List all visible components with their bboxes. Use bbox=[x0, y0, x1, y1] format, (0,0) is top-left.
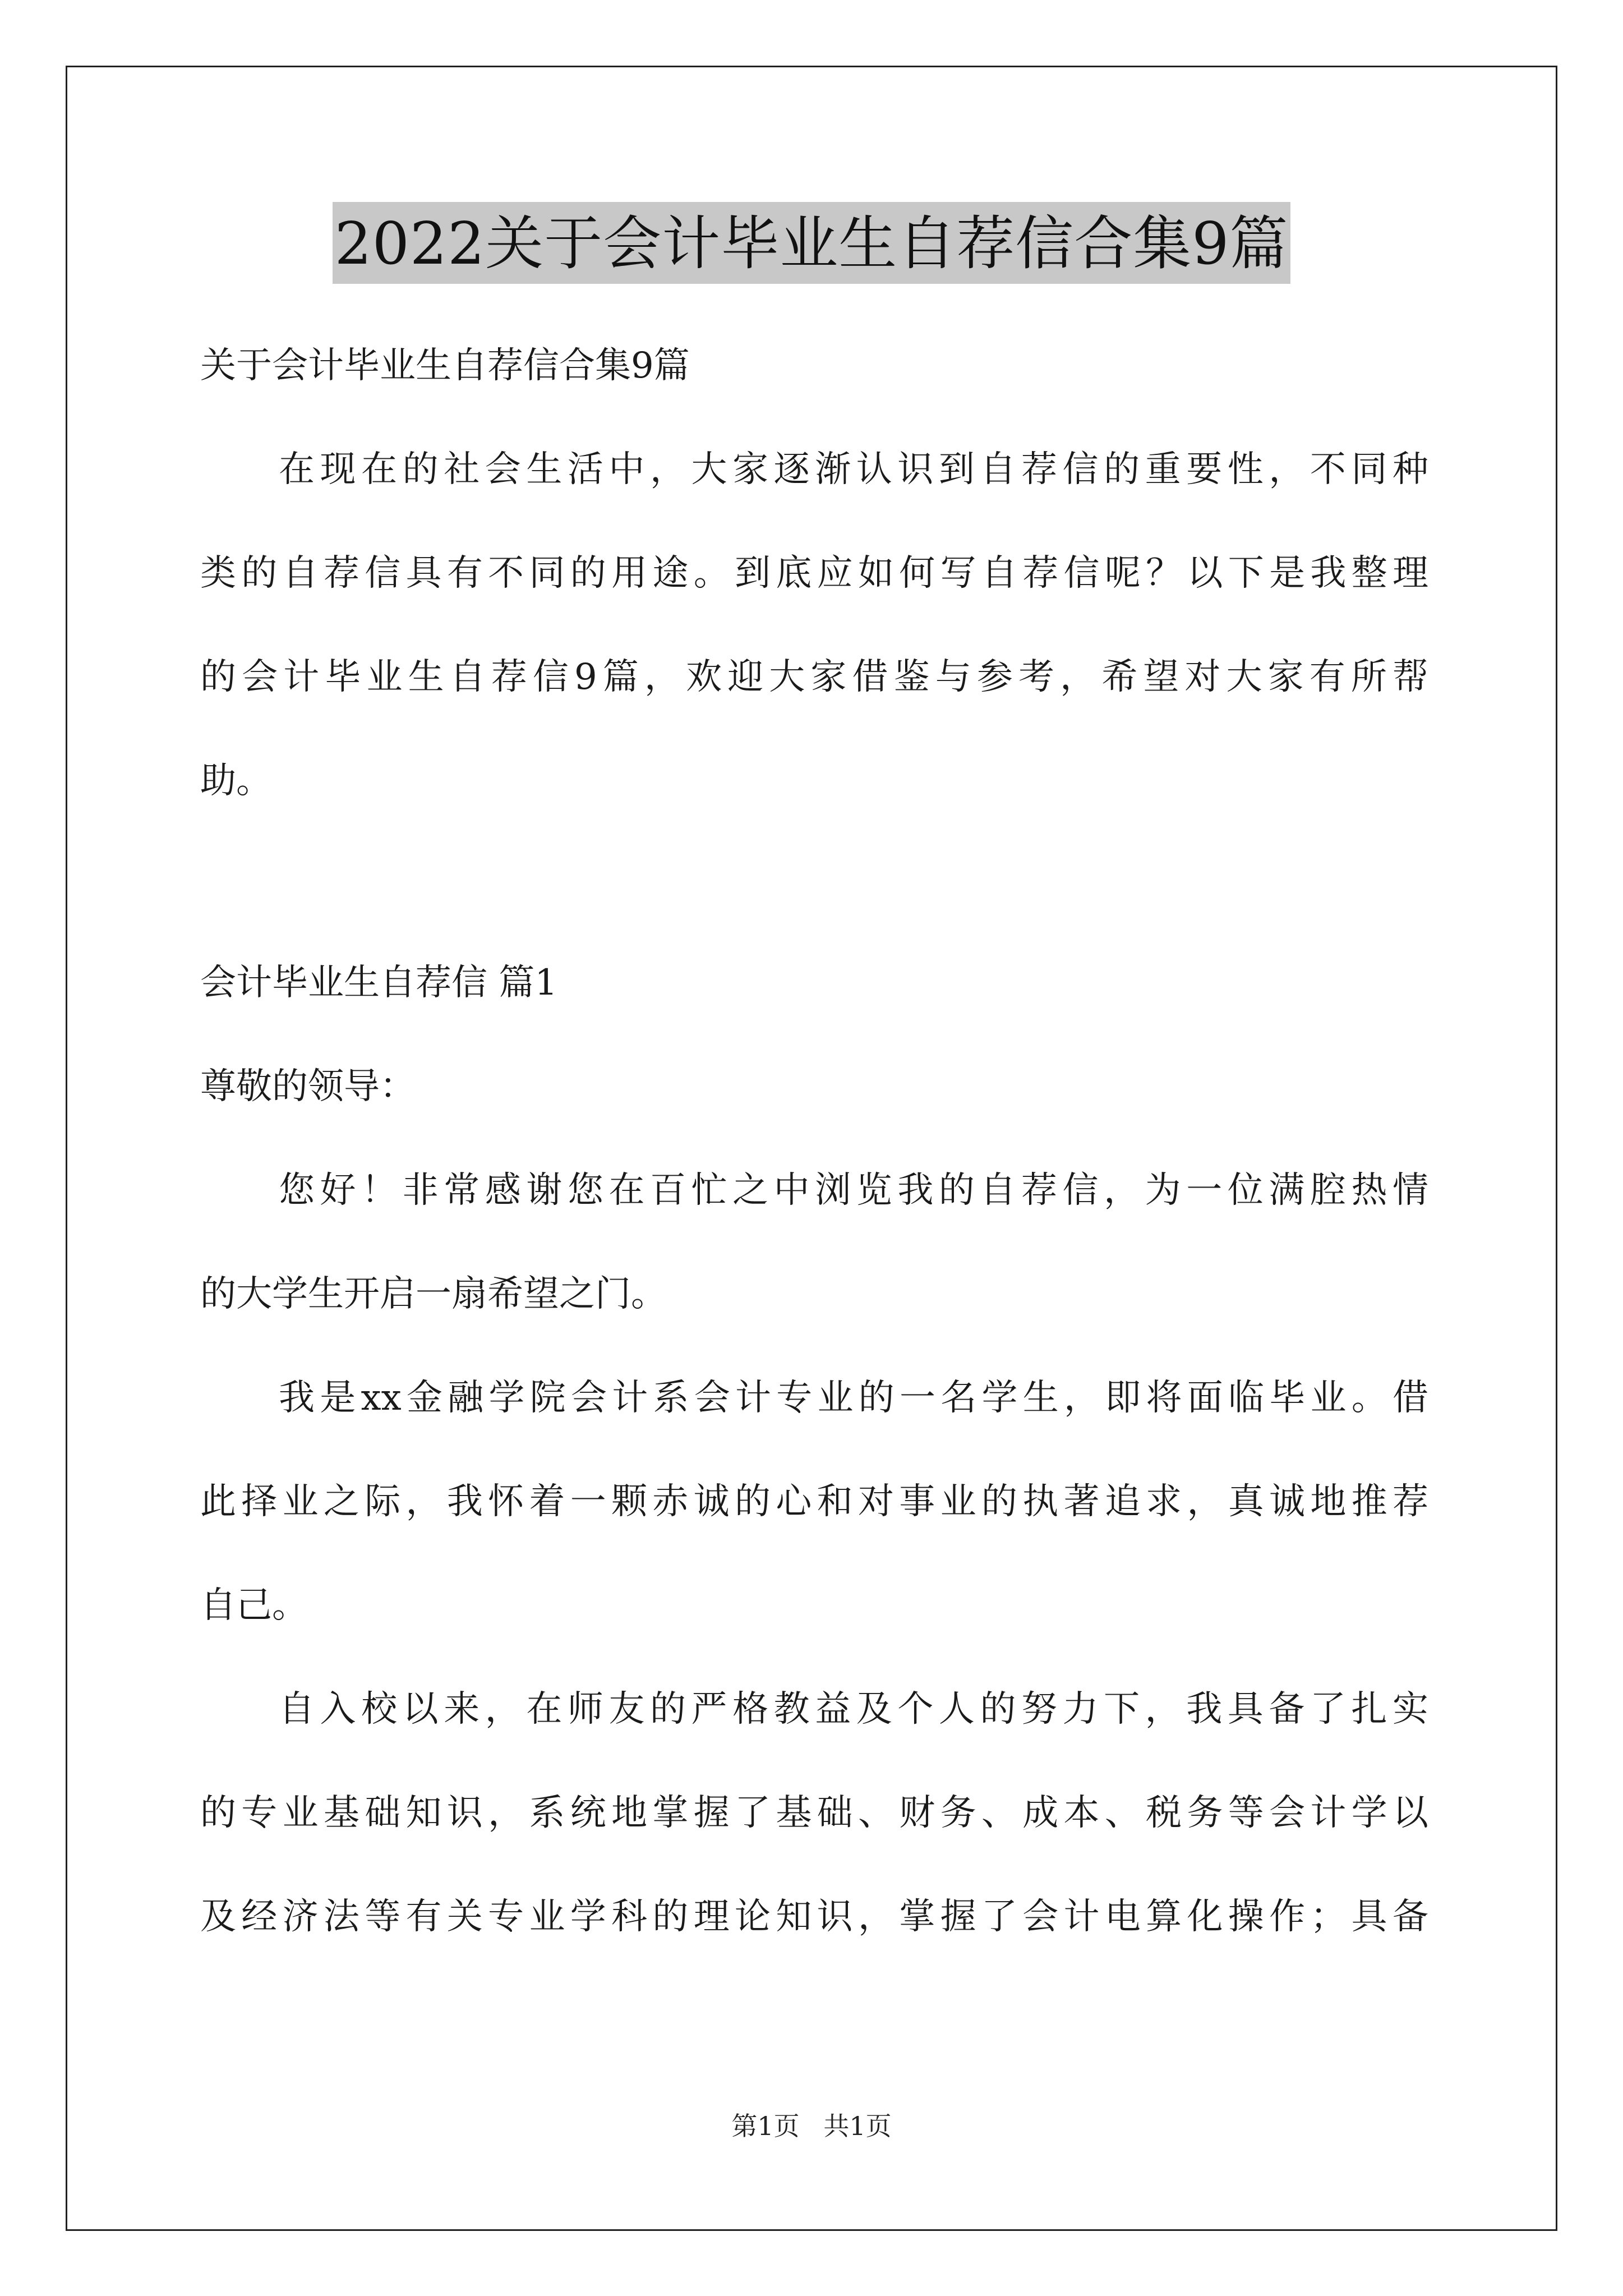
page-footer bbox=[0, 2109, 1623, 2143]
page-number-current: 第1页 bbox=[731, 2111, 800, 2141]
body-line: 您好！非常感谢您在百忙之中浏览我的自荐信，为一位满腔热情 bbox=[279, 1170, 1428, 1211]
intro-line: 类的自荐信具有不同的用途。到底应如何写自荐信呢？以下是我整理 bbox=[200, 553, 1428, 594]
intro-line: 助。 bbox=[200, 760, 272, 802]
body-line: 我是xx金融学院会计系会计专业的一名学生，即将面临毕业。借 bbox=[279, 1377, 1428, 1419]
body-paragraph-1 bbox=[200, 1139, 1428, 1346]
title-container bbox=[0, 202, 1623, 284]
document-body bbox=[200, 314, 1428, 1969]
body-paragraph-3 bbox=[200, 1658, 1428, 1969]
page-number-total: 共1页 bbox=[823, 2111, 892, 2141]
section-heading: 会计毕业生自荐信 篇1 bbox=[200, 962, 558, 1004]
body-line: 自己。 bbox=[200, 1585, 308, 1626]
salutation: 尊敬的领导： bbox=[200, 1066, 416, 1107]
document-title: 2022关于会计毕业生自荐信合集9篇 bbox=[333, 202, 1291, 284]
body-line: 的专业基础知识，系统地掌握了基础、财务、成本、税务等会计学以 bbox=[200, 1792, 1428, 1834]
section-gap bbox=[200, 833, 1428, 931]
body-paragraph-2 bbox=[200, 1346, 1428, 1658]
intro-line: 的会计毕业生自荐信9篇，欢迎大家借鉴与参考，希望对大家有所帮 bbox=[200, 656, 1428, 698]
body-line: 及经济法等有关专业学科的理论知识，掌握了会计电算化操作；具备 bbox=[200, 1896, 1428, 1938]
body-line: 自入校以来，在师友的严格教益及个人的努力下，我具备了扎实 bbox=[279, 1688, 1428, 1730]
subtitle: 关于会计毕业生自荐信合集9篇 bbox=[200, 345, 690, 386]
body-line: 此择业之际，我怀着一颗赤诚的心和对事业的执著追求，真诚地推荐 bbox=[200, 1481, 1428, 1522]
body-line: 的大学生开启一扇希望之门。 bbox=[200, 1273, 667, 1315]
intro-paragraph bbox=[200, 418, 1428, 833]
intro-line: 在现在的社会生活中，大家逐渐认识到自荐信的重要性，不同种 bbox=[279, 449, 1428, 490]
